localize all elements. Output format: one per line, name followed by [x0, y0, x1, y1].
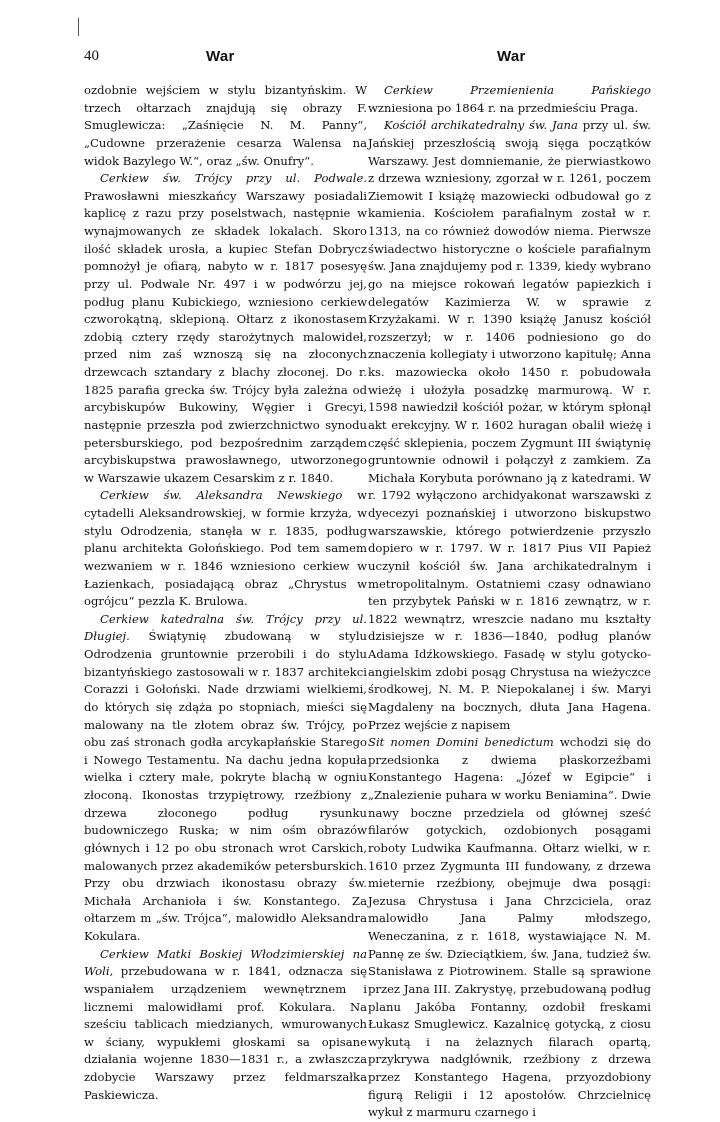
- entry-heading: Cerkiew katedralna św. Trójcy przy ul. Długiej.: [84, 611, 367, 644]
- paragraph: [84, 946, 367, 1105]
- paragraph: [368, 82, 651, 117]
- paragraph: [84, 170, 367, 487]
- body-text: wchodzi się do przedsionka z dwiema płaskorzeźbami Konstantego Hagena: „Józef w Egipcie“ i „Znalezienie puhara w worku Beniamina“. Dwie nawy boczne przedziela od głównej sześć filarów gotyckich, ozdobionych posągami roboty Ludwika Kaufmanna. Ołtarz wielki, w r. 1610 przez Zygmunta III fundowany, z drzewa mieternie rzeźbiony, obejmuje dwa posągi: Jezusa Chrystusa i Jana Chrzciciela, oraz malowidło Jana Palmy młodszego, Weneczanina, z r. 1618, wystawiające N. M. Pannę ze św. Dzieciątkiem, św. Jana, tudzież św. Stanisława z Piotrowinem. Stalle są sprawione przez Jana III. Zakrystyę, przebudowaną podług planu Jakóba Fontanny, ozdobił freskami Łukasz Smuglewicz. Kazalnicę gotycką, z ciosu wykutą i na żelaznych filarach opartą, przykrywa nadgłównik, rzeźbiony z drzewa przez Konstantego Hagena, przyozdobiony figurą Religii i 12 apostołów. Chrzcielnicę wykuł z marmuru czarnego i: [368, 735, 651, 1120]
- entry-heading: Cerkiew Przemienienia Pańskiego: [384, 83, 651, 97]
- entry-heading: Kościół archikatedralny św. Jana: [384, 118, 578, 133]
- paragraph: [84, 487, 367, 610]
- paragraph: [368, 117, 651, 734]
- page-header: [0, 48, 720, 70]
- entry-heading: Cerkiew św. Aleksandra Newskiego: [100, 488, 343, 503]
- running-head-right: War: [497, 48, 526, 65]
- running-head-left: War: [206, 48, 235, 65]
- paragraph: [368, 734, 651, 1122]
- body-text: Świątynię zbudowaną w stylu Odrodzenia gruntownie przerobili i do stylu bizantyńskiego zastosowali w r. 1837 architekci Corazzi i Gołoński. Nade drzwiami wielkiemi, do których się zdąża po stopniach, mieści się malowany na tle złotem obraz św. Trójcy, po obu zaś stronach godła arcykapłańskie Starego i Nowego Testamentu. Na dachu jedna kopuła wielka i cztery małe, pokryte blachą w ogniu złoconą. Ikonostas trzypiętrowy, rzeźbiony z drzewa złoconego podług rysunku budowniczego Ruska; w nim ośm obrazów głównych i 12 po obu stronach wrot Carskich, malowanych przez akademików petersburskich. Przy obu drzwiach ikonostasu obrazy św. Michała Archanioła i św. Konstantego. Za ołtarzem m „św. Trójca“, malowidło Aleksandra Kokulara.: [84, 629, 367, 943]
- entry-heading: Cerkiew Matki Boskiej Włodzimierskiej na Woli,: [84, 946, 367, 979]
- left-column: [84, 82, 367, 1104]
- body-text: przy ul. św. Jańskiej przeszłością swoją sięga początków Warszawy. Jest domniemanie, że pierwiastkowo z drzewa wzniesiony, zgorzał w r. 1261, poczem Ziemowit I książę mazowiecki odbudował go z kamienia. Kościołem parafialnym został w r. 1313, na co również dowodów niema. Pierwsze świadectwo historyczne o kościele parafialnym św. Jana znajdujemy pod r. 1339, kiedy wybrano go na miejsce rokowań legatów papiezkich i delegatów Kazimierza W. w sprawie z Krzyżakami. W r. 1390 książę Janusz kościół rozszerzył; w r. 1406 podniesiono go do znaczenia kollegiaty i utworzono kapitułę; Anna ks. mazowiecka około 1450 r. pobudowała wieżę i ułożyła posadzkę marmurową. W r. 1598 nawiedził kościół pożar, w którym spłonął akt erekcyjny. W r. 1602 huragan obalił wieżę i część sklepienia, poczem Zygmunt III świątynię gruntownie odnowił i połączył z zamkiem. Za Michała Korybuta porównano ją z katedrami. W r. 1792 wyłączono archidyakonat warszawski z dyecezyi poznańskiej i utworzono biskupstwo warszawskie, którego potwierdzenie przyszło dopiero w r. 1797. W r. 1817 Pius VII Papież uczynił kościół św. Jana archikatedralnym i metropolitalnym. Ostatniemi czasy odnawiano ten przybytek Pański w r. 1816 zewnątrz, w r. 1822 wewnątrz, wreszcie nadano mu kształty dzisiejsze w r. 1836—1840, podług planów Adama Idźkowskiego. Fasadę w stylu gotycko-angielskim zdobi posąg Chrystusa na wieżyczce środkowej, N. M. P. Niepokalanej i św. Maryi Magdaleny na bocznych, dłuta Jana Hagena. Przez wejście z napisem: [368, 118, 651, 732]
- scan-mark: [78, 18, 79, 36]
- body-text: Prawosławni mieszkańcy Warszawy posiadali kaplicę z razu przy poselstwach, następnie w wynajmowanych ze składek lokalach. Skoro ilość składek urosła, a kupiec Stefan Dobrycz pomnożył je ofiarą, nabyto w r. 1817 posesyę przy ul. Podwale Nr. 497 i w podwórzu jej, podług planu Kubickiego, wzniesiono cerkiew czworokątną, sklepioną. Ołtarz z ikonostasem zdobią cztery rzędy starożytnych malowideł, przed nim zaś wznoszą się na złoconych drzewcach sztandary z blachy złoconej. Do r. 1825 parafia grecka św. Trójcy była zależna od arcybiskupów Bukowiny, Węgier i Grecyi, następnie przeszła pod zwierzchnictwo synodu petersburskiego, pod bezpośrednim zarządem arcybiskupstwa prawosławnego, utworzonego w Warszawie ukazem Cesarskim z r. 1840.: [84, 188, 367, 485]
- inscription-text: Sit nomen Domini benedictum: [368, 735, 554, 750]
- paragraph: [84, 611, 367, 946]
- entry-heading: Cerkiew św. Trójcy przy ul. Podwale.: [100, 171, 367, 186]
- body-text: wzniesiona po 1864 r. na przedmieściu Praga.: [368, 100, 639, 115]
- page-number: 40: [84, 48, 99, 64]
- right-column: [368, 82, 651, 1122]
- body-text: ozdobnie wejściem w stylu bizantyńskim. W trzech ołtarzach znajdują się obrazy F. Smuglewicza: „Zaśnięcie N. M. Panny“, „Cudowne przerażenie cesarza Walensa na widok Bazylego W.“, oraz „św. Onufry“.: [84, 83, 367, 168]
- body-text: przebudowana w r. 1841, odznacza się wspaniałem urządzeniem wewnętrznem i licznemi malowidłami prof. Kokulara. Na sześciu tablicach miedzianych, wmurowanych w ściany, wypukłemi głoskami sa opisane działania wojenne 1830—1831 r., a zwłaszcza zdobycie Warszawy przez feldmarszałka Paskiewicza.: [84, 964, 367, 1102]
- body-text: w cytadelli Aleksandrowskiej, w formie krzyża, w stylu Odrodzenia, stanęła w r. 1835, podług planu architekta Gołońskiego. Pod tem samem wezwaniem w r. 1846 wzniesiono cerkiew w Łazienkach, posiadającą obraz „Chrystus w ogrójcu“ pezzla K. Brulowa.: [84, 488, 367, 609]
- paragraph: [84, 82, 367, 170]
